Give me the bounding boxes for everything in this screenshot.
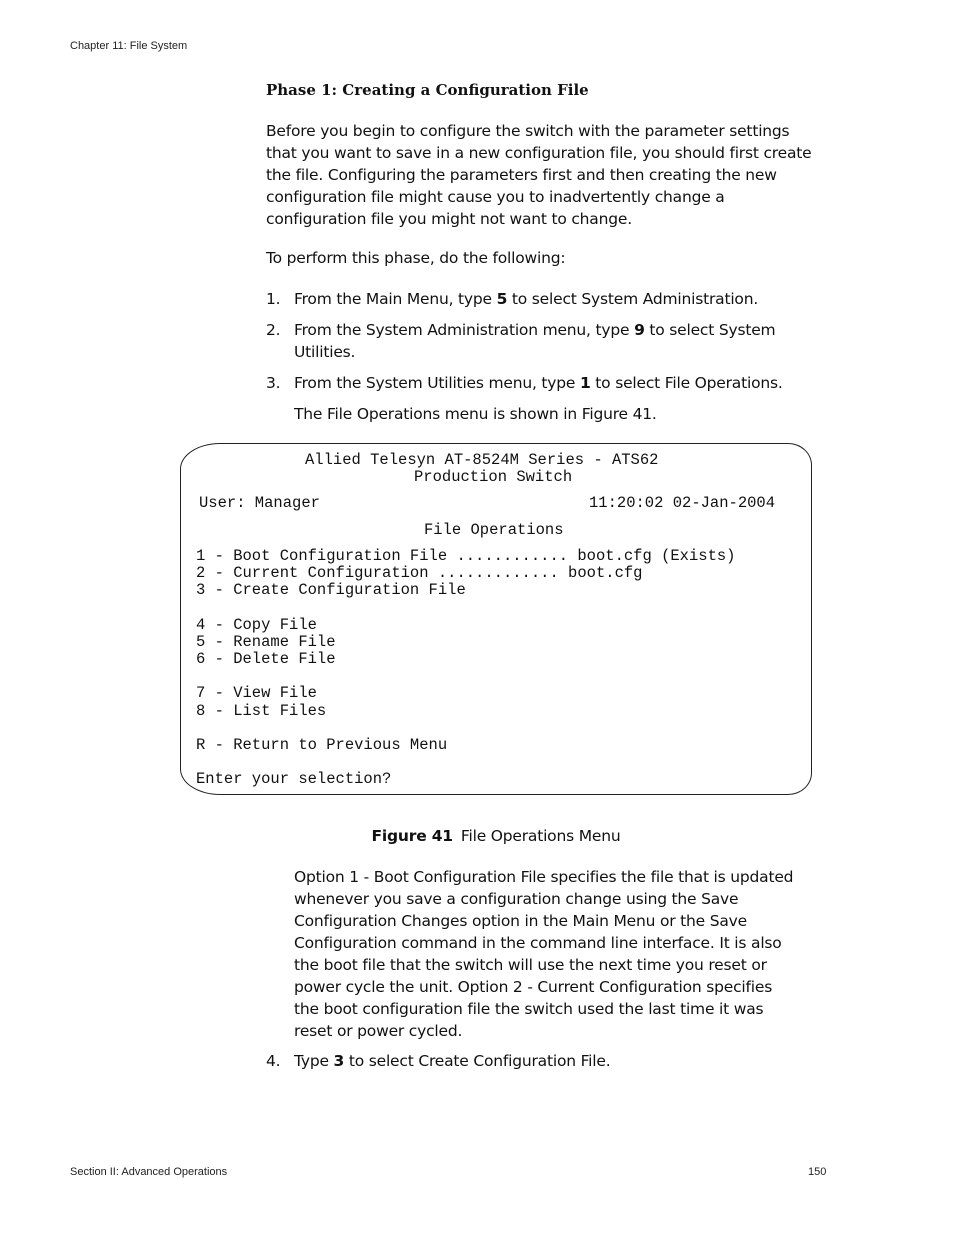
step-text-part: to select File Operations. bbox=[590, 374, 783, 392]
menu-option: 2 - Current Configuration ............. boot.cfg bbox=[196, 564, 643, 582]
step-item bbox=[266, 288, 826, 310]
footer-section: Section II: Advanced Operations bbox=[70, 1166, 228, 1178]
step-text bbox=[294, 372, 826, 394]
paragraph-line: the boot configuration file the switch used the last time it was bbox=[294, 1000, 764, 1018]
step-text-part: to select System Administration. bbox=[507, 290, 759, 308]
paragraph-line: configuration file might cause you to inadvertently change a bbox=[266, 188, 725, 206]
step-item bbox=[266, 319, 826, 363]
step-text bbox=[294, 288, 826, 310]
paragraph-line: Configuration command in the command line interface. It is also bbox=[294, 934, 782, 952]
step-text-part: to select System bbox=[644, 321, 776, 339]
step-number: 1. bbox=[266, 290, 281, 308]
step-text-part: From the Main Menu, type bbox=[294, 290, 497, 308]
running-header: Chapter 11: File System bbox=[70, 40, 188, 52]
terminal-title-line: Production Switch bbox=[414, 468, 573, 486]
step-key: 5 bbox=[496, 290, 508, 308]
intro-paragraph bbox=[266, 120, 826, 230]
step-item bbox=[266, 372, 826, 394]
menu-option: 1 - Boot Configuration File ............ boot.cfg (Exists) bbox=[196, 547, 736, 565]
paragraph-line: configuration file you might not want to change. bbox=[266, 210, 632, 228]
terminal-title-line: Allied Telesyn AT-8524M Series - ATS62 bbox=[305, 451, 659, 469]
step-text-part: Utilities. bbox=[294, 343, 356, 361]
step-number: 2. bbox=[266, 321, 281, 339]
paragraph-line: Before you begin to configure the switch with the parameter settings bbox=[266, 122, 790, 140]
menu-option: 7 - View File bbox=[196, 684, 317, 702]
step-text-part: From the System Administration menu, type bbox=[294, 321, 635, 339]
page-number: 150 bbox=[808, 1166, 827, 1178]
step-text-part: Type bbox=[294, 1052, 334, 1070]
menu-shown-text: The File Operations menu is shown in Figure 41. bbox=[294, 405, 657, 423]
perform-text: To perform this phase, do the following: bbox=[266, 249, 566, 267]
figure-label: Figure 41 bbox=[371, 827, 453, 845]
step-text bbox=[294, 319, 826, 363]
figure-caption bbox=[180, 825, 812, 847]
menu-option: 4 - Copy File bbox=[196, 616, 317, 634]
step-number: 3. bbox=[266, 374, 281, 392]
terminal-user: User: Manager bbox=[199, 494, 320, 512]
step-text-part: From the System Utilities menu, type bbox=[294, 374, 580, 392]
paragraph-line: Configuration Changes option in the Main Menu or the Save bbox=[294, 912, 747, 930]
menu-option: 5 - Rename File bbox=[196, 633, 336, 651]
step-key: 1 bbox=[579, 374, 591, 392]
terminal-menu-title: File Operations bbox=[424, 521, 564, 539]
paragraph-line: the boot file that the switch will use the next time you reset or bbox=[294, 956, 767, 974]
menu-option: 3 - Create Configuration File bbox=[196, 581, 466, 599]
paragraph-line: reset or power cycled. bbox=[294, 1022, 463, 1040]
terminal-prompt: Enter your selection? bbox=[196, 770, 392, 788]
paragraph-line: that you want to save in a new configuration file, you should first create bbox=[266, 144, 812, 162]
terminal-datetime: 11:20:02 02-Jan-2004 bbox=[589, 494, 776, 512]
menu-option: 8 - List Files bbox=[196, 702, 327, 720]
section-heading: Phase 1: Creating a Configuration File bbox=[266, 81, 589, 99]
paragraph-line: whenever you save a configuration change using the Save bbox=[294, 890, 739, 908]
menu-option: R - Return to Previous Menu bbox=[196, 736, 448, 754]
step-text bbox=[294, 1050, 826, 1072]
step-key: 3 bbox=[333, 1052, 345, 1070]
paragraph-line: Option 1 - Boot Configuration File specifies the file that is updated bbox=[294, 868, 794, 886]
step-number: 4. bbox=[266, 1052, 281, 1070]
step-key: 9 bbox=[634, 321, 645, 339]
step-item bbox=[266, 1050, 826, 1072]
option-paragraph bbox=[294, 866, 824, 1042]
paragraph-line: power cycle the unit. Option 2 - Current Configuration specifies bbox=[294, 978, 773, 996]
menu-option: 6 - Delete File bbox=[196, 650, 336, 668]
paragraph-line: the file. Configuring the parameters first and then creating the new bbox=[266, 166, 777, 184]
figure-title: File Operations Menu bbox=[460, 827, 621, 845]
step-text-part: to select Create Configuration File. bbox=[344, 1052, 611, 1070]
